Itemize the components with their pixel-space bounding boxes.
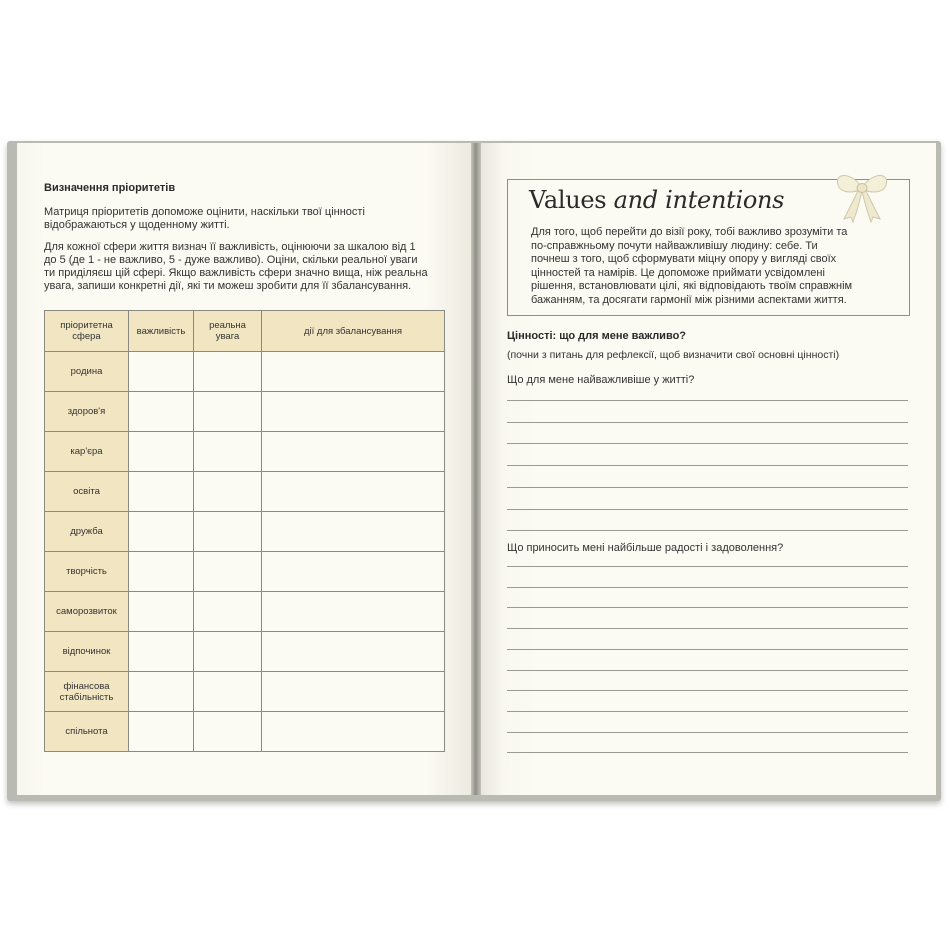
question-joy: Що приносить мені найбільше радості і задоволення? <box>507 542 784 554</box>
answer-line[interactable] <box>507 587 908 588</box>
sphere-label: відпочинок <box>45 632 129 672</box>
answer-line[interactable] <box>507 607 908 608</box>
actions-cell[interactable] <box>262 552 445 592</box>
text-line: відображаються у щоденному житті. <box>44 219 230 231</box>
sphere-label: дружба <box>45 512 129 552</box>
text-line: бажанням, та досягати гармонії між різними аспектами життя. <box>531 293 847 306</box>
importance-cell[interactable] <box>129 392 194 432</box>
importance-cell[interactable] <box>129 592 194 632</box>
actions-cell[interactable] <box>262 472 445 512</box>
attention-cell[interactable] <box>194 632 262 672</box>
actions-cell[interactable] <box>262 512 445 552</box>
importance-cell[interactable] <box>129 472 194 512</box>
attention-cell[interactable] <box>194 472 262 512</box>
attention-cell[interactable] <box>194 512 262 552</box>
answer-line[interactable] <box>507 530 908 531</box>
sphere-label: творчість <box>45 552 129 592</box>
text-line: Для того, щоб перейти до візії року, тобі важливо зрозуміти та <box>531 226 848 238</box>
priority-matrix-table <box>44 310 445 752</box>
attention-cell[interactable] <box>194 392 262 432</box>
sphere-label: освіта <box>45 472 129 512</box>
answer-line[interactable] <box>507 711 908 712</box>
importance-cell[interactable] <box>129 512 194 552</box>
importance-cell[interactable] <box>129 552 194 592</box>
answer-line[interactable] <box>507 443 908 444</box>
answer-line[interactable] <box>507 732 908 733</box>
table-row <box>45 512 445 552</box>
column-header-importance: важливість <box>129 311 194 352</box>
text-line: Для кожної сфери життя визнач її важливість, оцінюючи за шкалою від 1 <box>44 241 416 253</box>
actions-cell[interactable] <box>262 432 445 472</box>
sphere-label: здоров'я <box>45 392 129 432</box>
attention-cell[interactable] <box>194 672 262 712</box>
text-line: увага, запиши конкретні дії, які ти можеш зробити для її збалансування. <box>44 280 412 292</box>
values-section-title: Цінності: що для мене важливо? <box>507 330 687 342</box>
attention-cell[interactable] <box>194 432 262 472</box>
bow-icon <box>832 167 892 228</box>
table-row <box>45 392 445 432</box>
answer-line[interactable] <box>507 465 908 466</box>
book-gutter <box>471 143 481 795</box>
sphere-label: спільнота <box>45 712 129 752</box>
table-row <box>45 352 445 392</box>
answer-line[interactable] <box>507 487 908 488</box>
importance-cell[interactable] <box>129 712 194 752</box>
answer-line[interactable] <box>507 566 908 567</box>
attention-cell[interactable] <box>194 552 262 592</box>
heading-italic: and intentions <box>613 186 785 214</box>
table-row <box>45 712 445 752</box>
attention-cell[interactable] <box>194 352 262 392</box>
priorities-title: Визначення пріоритетів <box>44 182 176 194</box>
heading-plain: Values <box>529 186 614 214</box>
actions-cell[interactable] <box>262 592 445 632</box>
answer-line[interactable] <box>507 752 908 753</box>
text-line: рішення, встановлювати цілі, які відповідають твоїм справжнім <box>531 280 853 292</box>
text-line: по-справжньому почути найважливішу людину: себе. Ти <box>531 239 818 252</box>
text-line: цінностей та намірів. Це допоможе приймати усвідомлені <box>531 266 825 279</box>
answer-line[interactable] <box>507 422 908 423</box>
actions-cell[interactable] <box>262 632 445 672</box>
actions-cell[interactable] <box>262 672 445 712</box>
table-row <box>45 592 445 632</box>
actions-cell[interactable] <box>262 392 445 432</box>
table-row <box>45 632 445 672</box>
answer-line[interactable] <box>507 628 908 629</box>
importance-cell[interactable] <box>129 352 194 392</box>
importance-cell[interactable] <box>129 632 194 672</box>
table-row <box>45 432 445 472</box>
table-header-row <box>45 311 445 352</box>
column-header-sphere: пріоритетна сфера <box>45 311 129 352</box>
values-section-note: (почни з питань для рефлексії, щоб визначити свої основні цінності) <box>507 349 840 361</box>
text-line: до 5 (де 1 - не важливо, 5 - дуже важливо). Оціни, скільки реальної уваги <box>44 254 418 266</box>
priorities-instructions <box>44 241 439 293</box>
table-row <box>45 472 445 512</box>
sphere-label: фінансова стабільність <box>45 672 129 712</box>
question-most-important: Що для мене найважливіше у житті? <box>507 374 695 386</box>
actions-cell[interactable] <box>262 352 445 392</box>
column-header-actions: дії для збалансування <box>262 311 445 352</box>
table-row <box>45 672 445 712</box>
priorities-intro <box>44 206 439 232</box>
attention-cell[interactable] <box>194 712 262 752</box>
actions-cell[interactable] <box>262 712 445 752</box>
attention-cell[interactable] <box>194 592 262 632</box>
text-line: ти приділяєш цій сфері. Якщо важливість сфери значно вища, ніж реальна <box>44 267 428 279</box>
sphere-label: саморозвиток <box>45 592 129 632</box>
sphere-label: родина <box>45 352 129 392</box>
answer-line[interactable] <box>507 400 908 401</box>
column-header-real-attention: реальна увага <box>194 311 262 352</box>
table-row <box>45 552 445 592</box>
importance-cell[interactable] <box>129 672 194 712</box>
importance-cell[interactable] <box>129 432 194 472</box>
answer-line[interactable] <box>507 670 908 671</box>
values-intro <box>531 226 893 307</box>
answer-line[interactable] <box>507 509 908 510</box>
sphere-label: кар'єра <box>45 432 129 472</box>
text-line: Матриця пріоритетів допоможе оцінити, наскільки твої цінності <box>44 206 365 218</box>
text-line: почнеш з того, щоб сформувати міцну опору у вигляді своїх <box>531 253 837 265</box>
values-heading <box>529 186 784 214</box>
answer-line[interactable] <box>507 649 908 650</box>
answer-line[interactable] <box>507 690 908 691</box>
